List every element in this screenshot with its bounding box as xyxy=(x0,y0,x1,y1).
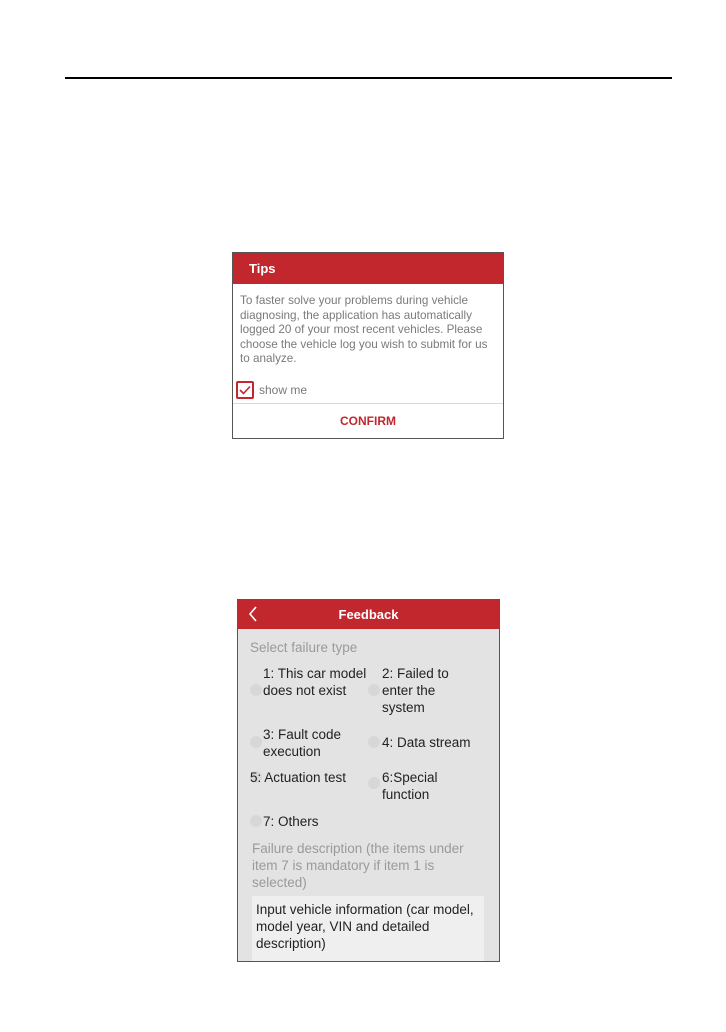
show-me-checkbox[interactable] xyxy=(236,381,254,399)
show-me-checkbox-row[interactable] xyxy=(236,381,307,399)
feedback-header xyxy=(238,600,499,629)
option-label-6[interactable]: 6:Special function xyxy=(382,770,438,802)
tips-title: Tips xyxy=(233,253,503,284)
feedback-screen xyxy=(237,599,500,962)
radio-option-1[interactable] xyxy=(250,684,262,696)
option-label-1[interactable]: 1: This car model does not exist xyxy=(263,666,367,698)
checkmark-icon xyxy=(239,385,251,395)
tips-dialog xyxy=(232,252,504,439)
option-label-5[interactable]: 5: Actuation test xyxy=(250,770,347,785)
select-failure-type-label: Select failure type xyxy=(250,640,358,655)
radio-option-4[interactable] xyxy=(368,736,380,748)
option-label-4[interactable]: 4: Data stream xyxy=(382,735,471,750)
radio-option-7[interactable] xyxy=(250,815,262,827)
feedback-title: Feedback xyxy=(338,607,399,622)
vehicle-info-input[interactable]: Input vehicle information (car model, model year, VIN and detailed description) xyxy=(252,896,484,962)
option-label-3[interactable]: 3: Fault code execution xyxy=(263,727,342,759)
confirm-button[interactable]: CONFIRM xyxy=(340,414,396,428)
radio-option-3[interactable] xyxy=(250,736,262,748)
failure-description-label: Failure description (the items under item 7 is mandatory if item 1 is selected) xyxy=(252,841,464,890)
tips-message: To faster solve your problems during vehicle diagnosing, the application has automatically logged 20 of your most recent vehicles. Please choose the vehicle log you wish to submit for us to analyze. xyxy=(240,294,488,366)
show-me-label: show me xyxy=(259,383,308,397)
option-label-7[interactable]: 7: Others xyxy=(263,814,319,829)
option-label-2[interactable]: 2: Failed to enter the system xyxy=(382,666,449,715)
page-header-rule xyxy=(65,77,672,79)
